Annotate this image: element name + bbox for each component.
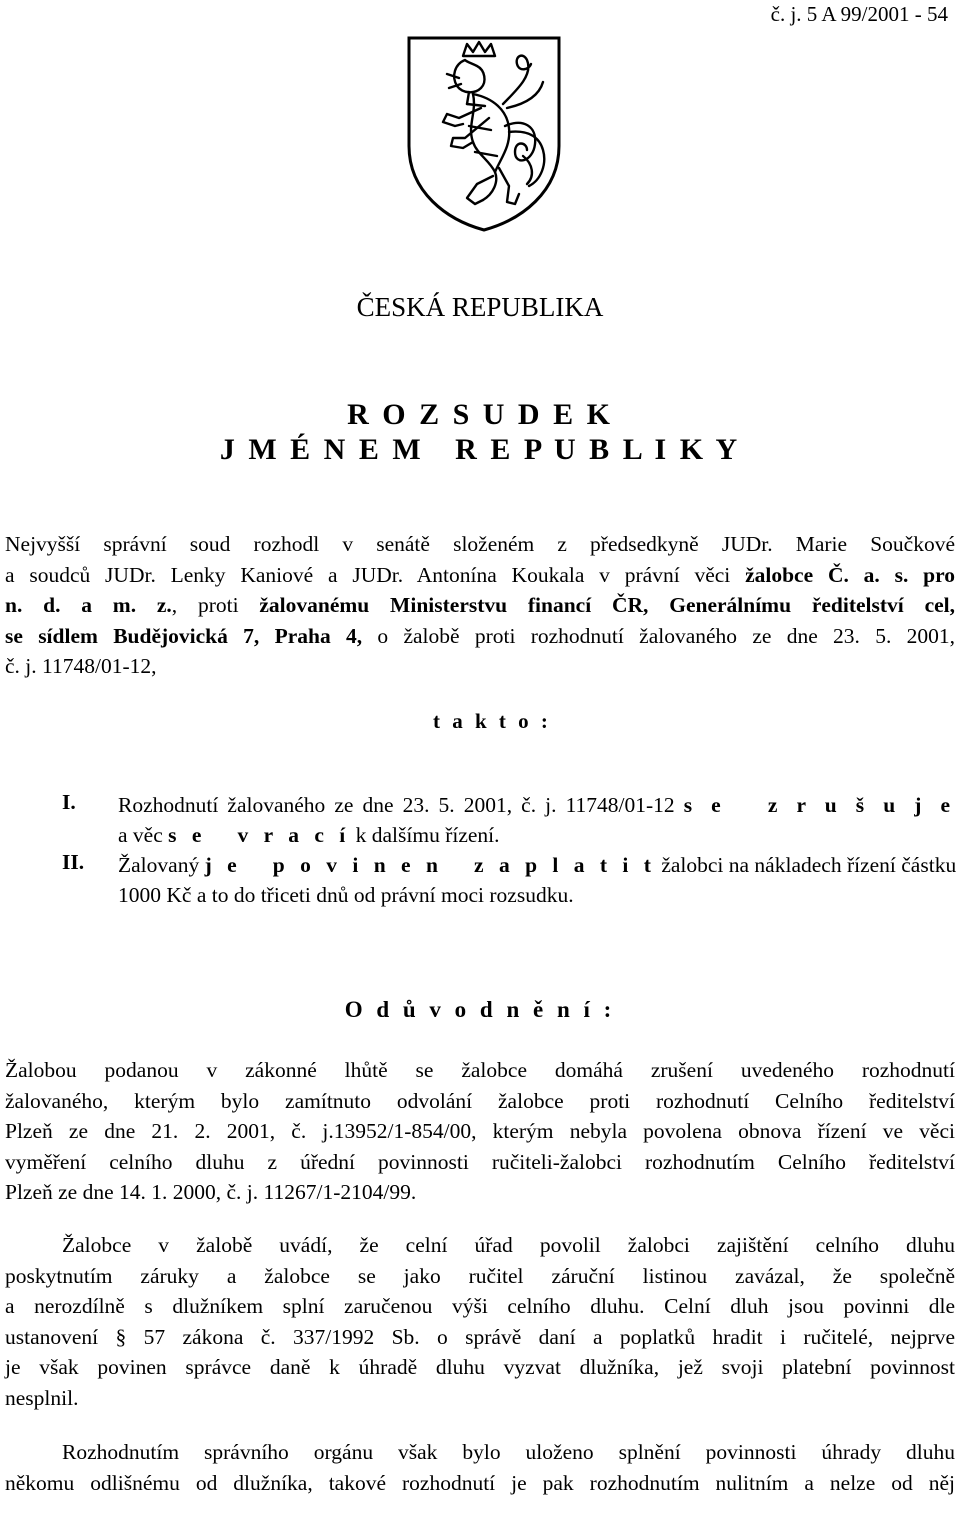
verdict-point-ii-label: II.	[62, 850, 85, 874]
intro-line: a soudců JUDr. Lenky Kaniové a JUDr. Antonína Koukala v právní věci žalobce Č. a. s. pro	[5, 562, 955, 587]
plaintiff-name: žalobce Č. a. s. pro	[745, 562, 955, 587]
reasons-heading: O d ů v o d n ě n í :	[344, 997, 616, 1022]
reasons-paragraph-2: Žalobce v žalobě uvádí, že celní úřad povolil žalobci zajištění celního dluhu poskytnutím záruky a žalobce se jako ručitel záruční listinou zavázal, že společně a nerozdílně s dlužníkem splní zaručenou výši celního dluhu. Celní dluh jsou povinni dle ustanovení § 57 zákona č. 337/1992 Sb. o správě daní a poplatků hradit i ručitelé, nejprve je však povinen správce daně k úhradě dluhu vyzvat dlužníka, jež svoji platební povinnost nesplnil.	[5, 1233, 955, 1410]
reasons-paragraph-3: Rozhodnutím správního orgánu však bylo uloženo splnění povinnosti úhrady dluhu někomu odlišnému od dlužníka, takové rozhodnutí je pak rozhodnutím nulitním a nelze od něj	[5, 1440, 955, 1495]
verdict-point-ii: Žalovaný j e p o v i n e n z a p l a t i t žalobci na nákladech řízení částku 1000 Kč a to do třiceti dnů od právní moci rozsudku.	[118, 853, 957, 907]
intro-paragraph	[5, 529, 955, 682]
document-subtitle: J M É N E M R E P U B L I K Y	[219, 433, 741, 466]
reasons-paragraph-1: Žalobou podanou v zákonné lhůtě se žalobce domáhá zrušení uvedeného rozhodnutí žalovaného, kterým bylo zamítnuto odvolání žalobce proti rozhodnutí Celního ředitelství Plzeň ze dne 21. 2. 2001, č. j.13952/1-854/00, kterým nebyla povolena obnova řízení ve věci vyměření celního dluhu z úřední povinnosti ručiteli-žalobci rozhodnutím Celního ředitelství Plzeň ze dne 14. 1. 2000, č. j. 11267/1-2104/99.	[5, 1058, 955, 1204]
verdict-point-i: Rozhodnutí žalovaného ze dne 23. 5. 2001, č. j. 11748/01-12 s e z r u š u j e a věc s e v r a c í k dalšímu řízení.	[118, 793, 955, 847]
verdict-point-i-label: I.	[62, 790, 76, 814]
intro-line: Nejvyšší správní soud rozhodl v senátě složeném z předsedkyně JUDr. Marie Součkové	[5, 532, 955, 556]
country-name: ČESKÁ REPUBLIKA	[356, 292, 604, 322]
takto-heading: t a k t o :	[433, 709, 552, 733]
czech-coat-of-arms-lion-icon	[403, 34, 565, 232]
intro-line: č. j. 11748/01-12,	[5, 654, 157, 678]
defendant-address: se sídlem Budějovická 7, Praha 4,	[5, 623, 363, 648]
document-title: R O Z S U D E K	[347, 398, 613, 431]
defendant-name: žalovanému Ministerstvu financí ČR, Generálnímu ředitelství cel,	[259, 593, 956, 617]
obligation-phrase: j e p o v i n e n z a p l a t i t	[204, 853, 656, 877]
plaintiff-name-cont: n. d. a m. z.	[5, 593, 172, 617]
annul-phrase: s e z r u š u j e	[683, 793, 955, 817]
intro-line: se sídlem Budějovická 7, Praha 4, o žalobě proti rozhodnutí žalovaného ze dne 23. 5. 2001,	[5, 623, 955, 648]
return-phrase: s e v r a c í	[168, 823, 351, 847]
case-number: č. j. 5 A 99/2001 - 54	[770, 2, 948, 26]
intro-line: n. d. a m. z., proti žalovanému Ministerstvu financí ČR, Generálnímu ředitelství cel,	[5, 593, 956, 617]
